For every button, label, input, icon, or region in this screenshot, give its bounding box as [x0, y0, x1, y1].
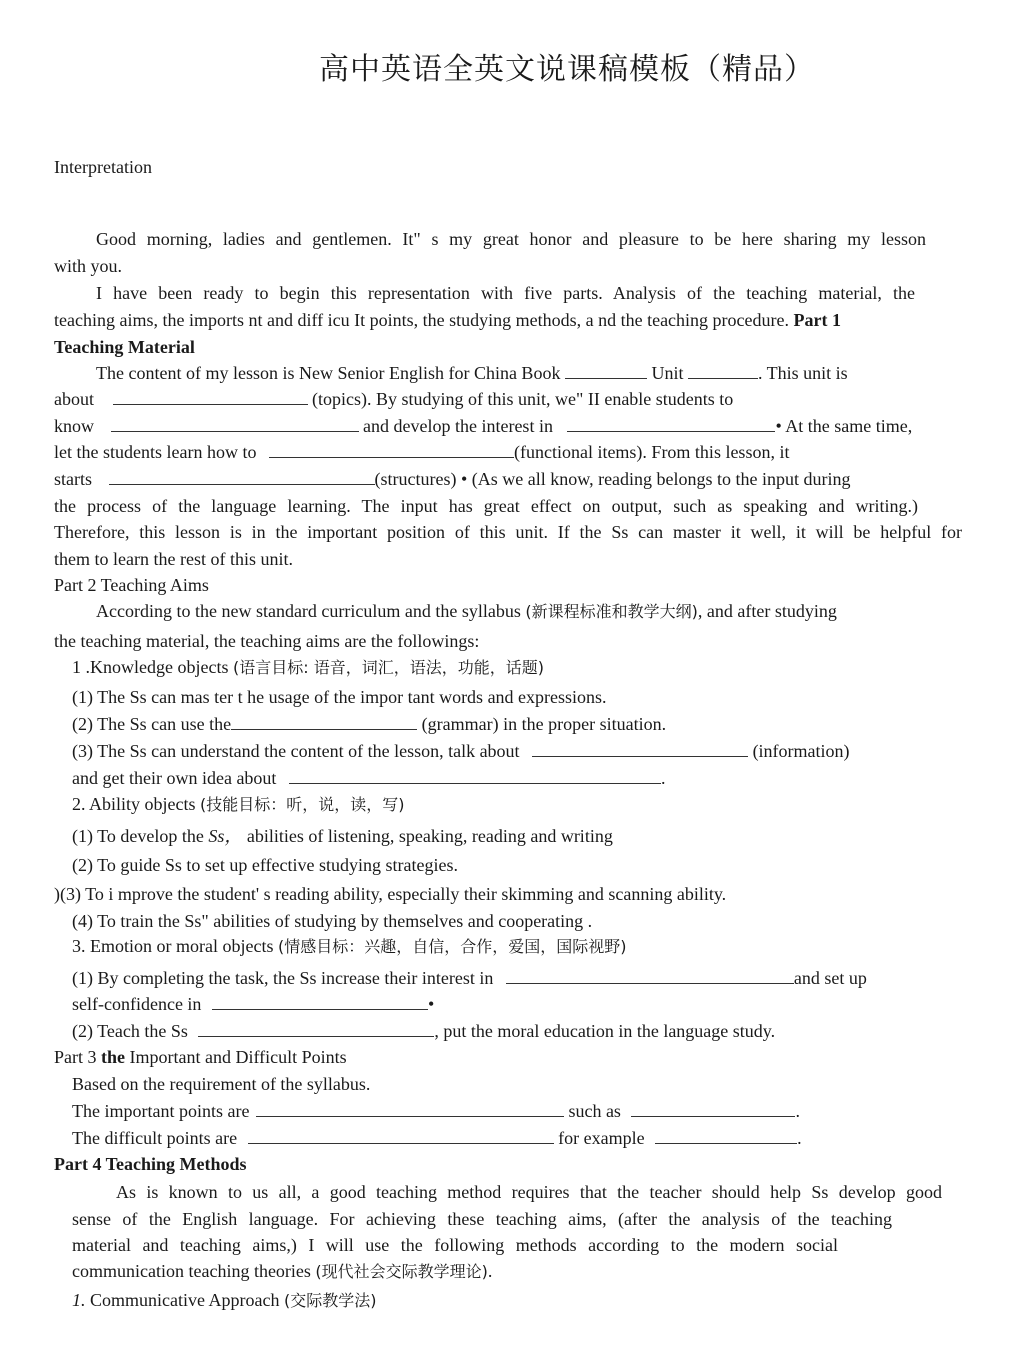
part1-line-2	[54, 388, 733, 410]
text: 2. Ability objects	[72, 794, 196, 814]
text: The content of my lesson is New Senior English for China Book	[96, 363, 561, 383]
text: and develop the interest in	[363, 416, 553, 436]
text: and get their own idea about	[72, 768, 277, 788]
text: self-confidence in	[72, 994, 202, 1014]
text: (1) By completing the task, the Ss increase their interest in	[72, 968, 494, 988]
text: and set up	[793, 968, 867, 988]
part2-line-1	[96, 600, 837, 623]
text: . This unit is	[757, 363, 848, 383]
text: know	[54, 416, 94, 436]
knowledge-item-2	[72, 713, 666, 735]
text: (1) To develop the	[72, 826, 204, 846]
emotion-objects-heading	[72, 935, 626, 958]
blank-interest-in	[506, 967, 794, 984]
text: (structures) • (As we all know, reading belongs to the input during	[374, 469, 851, 489]
part3-line-1: Based on the requirement of the syllabus.	[72, 1074, 371, 1094]
text: (2) The Ss can use the	[72, 714, 232, 734]
part1-line-4	[54, 441, 789, 463]
text: Important and Difficult Points	[129, 1047, 347, 1067]
blank-idea	[289, 767, 661, 784]
part2-heading: Part 2 Teaching Aims	[54, 575, 209, 595]
blank-book	[565, 362, 647, 379]
emotion-item-2	[72, 1020, 775, 1042]
chinese-note: (交际教学法)	[283, 1291, 377, 1310]
text: about	[54, 389, 94, 409]
part1-line-8: them to learn the rest of this unit.	[54, 549, 293, 569]
intro-line-1: Good morning, ladies and gentlemen. It" s my great honor and pleasure to be here sharing my lesson	[96, 229, 926, 249]
blank-unit	[688, 362, 758, 379]
part4-heading: Part 4 Teaching Methods	[54, 1154, 247, 1174]
ability-item-2: (2) To guide Ss to set up effective studying strategies.	[72, 855, 459, 875]
text: such as	[568, 1101, 621, 1121]
text: Part 3	[54, 1047, 97, 1067]
knowledge-item-1: (1) The Ss can mas ter t he usage of the impor tant words and expressions.	[72, 687, 607, 707]
text-italic: 1.	[72, 1290, 86, 1310]
text: .	[487, 1261, 493, 1281]
intro-line-3: I have been ready to begin this representation with five parts. Analysis of the teaching material, the	[96, 283, 915, 303]
document-title: 高中英语全英文说课稿模板（精品）	[319, 52, 815, 87]
text: let the students learn how to	[54, 442, 257, 462]
blank-difficult	[248, 1127, 554, 1144]
text: (information)	[752, 741, 850, 761]
knowledge-item-3-cont	[72, 767, 665, 789]
text: (grammar) in the proper situation.	[421, 714, 667, 734]
text: 1 .Knowledge objects	[72, 657, 229, 677]
text: .	[795, 1101, 800, 1121]
intro-text: teaching aims, the imports nt and diff icu It points, the studying methods, a nd the teaching procedure.	[54, 310, 790, 330]
text: (3) The Ss can understand the content of the lesson, talk about	[72, 741, 520, 761]
method-item-1	[72, 1289, 376, 1312]
text: , put the moral education in the language study.	[434, 1021, 776, 1041]
blank-important	[256, 1100, 564, 1117]
ability-item-3: )(3) To i mprove the student' s reading ability, especially their skimming and scanning ability.	[54, 884, 727, 904]
ability-item-1	[72, 825, 613, 847]
part1-label: Part 1	[793, 310, 841, 330]
text: The difficult points are	[72, 1128, 238, 1148]
text: (functional items). From this lesson, it	[513, 442, 790, 462]
part4-line-3: material and teaching aims,) I will use the following methods according to the modern social	[72, 1235, 838, 1255]
part2-line-2: the teaching material, the teaching aims are the followings:	[54, 631, 480, 651]
text: • At the same time,	[775, 416, 913, 436]
part1-line-5	[54, 468, 851, 490]
part3-line-2	[72, 1100, 800, 1122]
text: Communicative Approach	[90, 1290, 280, 1310]
text: , and after studying	[697, 601, 837, 621]
text: .	[660, 768, 666, 788]
blank-topics	[113, 388, 308, 405]
blank-information	[532, 740, 748, 757]
text: (topics). By studying of this unit, we" II enable students to	[312, 389, 734, 409]
chinese-note: (技能目标：听，说，读，写)	[200, 795, 405, 814]
intro-line-2: with you.	[54, 256, 123, 276]
text: .	[797, 1128, 802, 1148]
ability-item-4: (4) To train the Ss" abilities of studying by themselves and cooperating .	[72, 911, 593, 931]
blank-interest	[567, 415, 775, 432]
text-bold: the	[101, 1047, 125, 1067]
text: The important points are	[72, 1101, 250, 1121]
chinese-note: (新课程标准和教学大纲)	[525, 602, 698, 621]
section-heading: Interpretation	[54, 157, 152, 177]
blank-such-as	[631, 1100, 795, 1117]
emotion-item-1	[72, 967, 867, 989]
text-italic: Ss，	[208, 826, 243, 846]
text: communication teaching theories	[72, 1261, 311, 1281]
blank-functional	[269, 441, 514, 458]
blank-confidence	[212, 993, 428, 1010]
intro-line-4	[54, 309, 841, 331]
blank-example	[655, 1127, 797, 1144]
text: •	[427, 994, 435, 1014]
part1-line-6: the process of the language learning. The input has great effect on output, such as speaking and writing.)	[54, 496, 918, 516]
blank-know	[111, 415, 359, 432]
knowledge-objects-heading	[72, 656, 544, 679]
part1-line-7: Therefore, this lesson is in the important position of this unit. If the Ss can master it well, it will be helpful for	[54, 522, 962, 542]
part1-line-3	[54, 415, 912, 437]
part4-line-4	[72, 1260, 492, 1283]
part4-line-1: As is known to us all, a good teaching method requires that the teacher should help Ss develop good	[116, 1182, 942, 1202]
blank-structures	[109, 468, 375, 485]
chinese-note: (现代社会交际教学理论)	[315, 1262, 488, 1281]
chinese-note: (情感目标：兴趣，自信，合作，爱国，国际视野)	[277, 937, 627, 956]
text: starts	[54, 469, 92, 489]
text: 3. Emotion or moral objects	[72, 936, 274, 956]
part4-line-2: sense of the English language. For achieving these teaching aims, (after the analysis of the teaching	[72, 1209, 892, 1229]
text: According to the new standard curriculum and the syllabus	[96, 601, 521, 621]
part1-line-1	[96, 362, 848, 384]
chinese-note: (语言目标: 语音，词汇，语法，功能，话题)	[232, 658, 544, 677]
blank-grammar	[231, 713, 417, 730]
ability-objects-heading	[72, 793, 405, 816]
part3-heading	[54, 1046, 347, 1068]
text: for example	[558, 1128, 645, 1148]
part3-line-3	[72, 1127, 802, 1149]
text: abilities of listening, speaking, reading and writing	[246, 826, 613, 846]
text: Unit	[651, 363, 684, 383]
emotion-item-1-cont	[72, 993, 434, 1015]
text: (2) Teach the Ss	[72, 1021, 188, 1041]
knowledge-item-3	[72, 740, 850, 762]
part1-heading: Teaching Material	[54, 337, 195, 357]
blank-teach	[198, 1020, 434, 1037]
